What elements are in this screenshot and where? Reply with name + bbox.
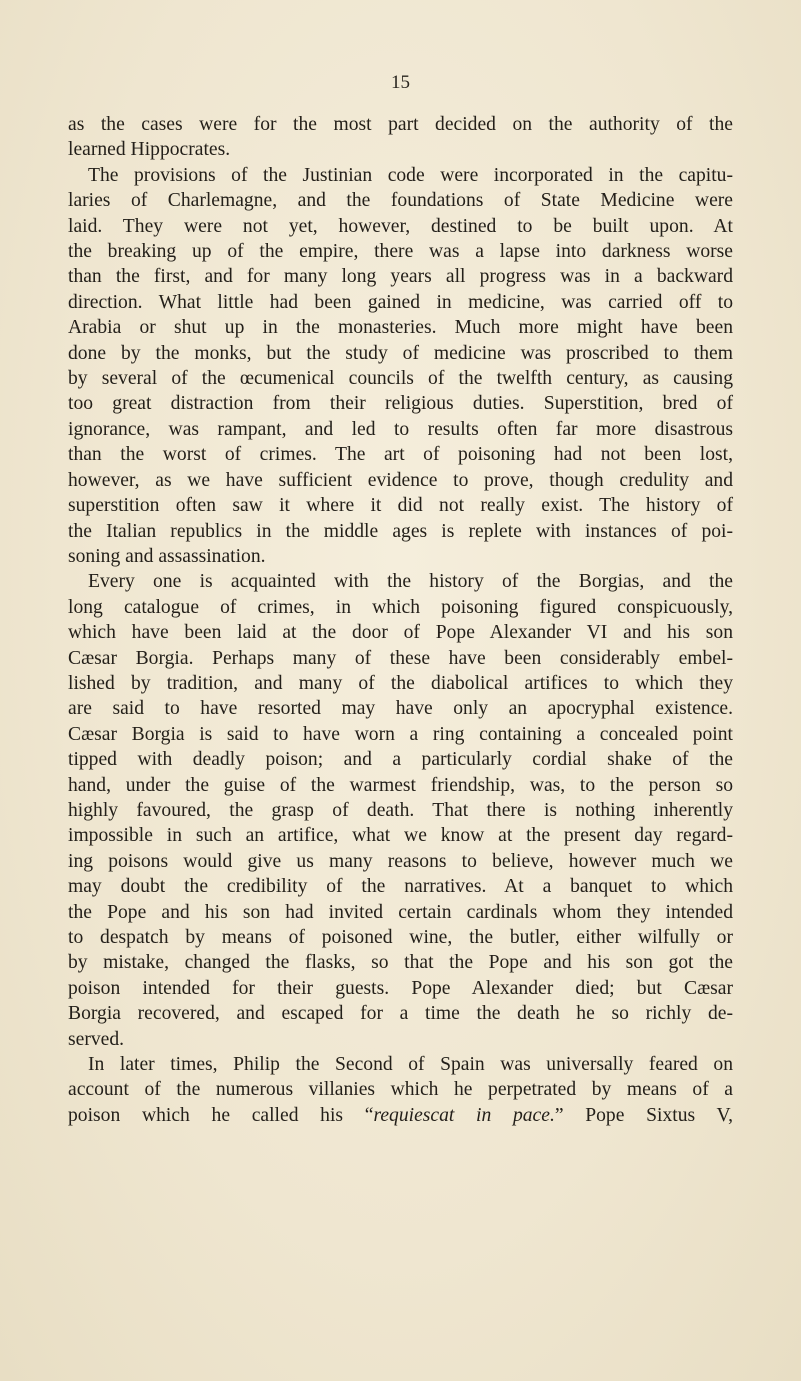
text-line: impossible in such an artifice, what we know at the present day regard- xyxy=(68,825,733,847)
paragraph-1 xyxy=(68,112,733,163)
text-line: The provisions of the Justinian code were incorporated in the capitu- xyxy=(88,164,733,186)
text-line: ing poisons would give us many reasons to believe, however much we xyxy=(68,850,733,872)
text-line: are said to have resorted may have only an apocryphal existence. xyxy=(68,698,733,720)
text-line: which have been laid at the door of Pope Alexander VI and his son xyxy=(68,622,733,644)
paragraph-3 xyxy=(68,569,733,1052)
text-line: direction. What little had been gained in medicine, was carried off to xyxy=(68,291,733,313)
page-number: 15 xyxy=(391,72,410,93)
text-line: as the cases were for the most part decided on the authority of the xyxy=(68,114,733,135)
paragraph-4 xyxy=(68,1052,733,1128)
text-line: superstition often saw it where it did not really exist. The history of xyxy=(68,495,733,517)
text-line: account of the numerous villanies which he perpetrated by means of a xyxy=(68,1079,733,1101)
text-line: by mistake, changed the flasks, so that the Pope and his son got the xyxy=(68,952,733,974)
final-line-after: ” Pope Sixtus V, xyxy=(554,1104,733,1126)
text-line: long catalogue of crimes, in which poisoning figured conspicuously, xyxy=(68,596,733,618)
text-line: soning and assassination. xyxy=(68,545,266,567)
text-line: the Pope and his son had invited certain cardinals whom they intended xyxy=(68,901,733,923)
text-line: ignorance, was rampant, and led to results often far more disastrous xyxy=(68,418,733,440)
text-line: hand, under the guise of the warmest friendship, was, to the person so xyxy=(68,774,733,796)
paragraph-2 xyxy=(68,163,733,570)
text-line: poison intended for their guests. Pope Alexander died; but Cæsar xyxy=(68,977,733,999)
text-line: Arabia or shut up in the monasteries. Much more might have been xyxy=(68,317,733,339)
text-line: to despatch by means of poisoned wine, the butler, either wilfully or xyxy=(68,927,733,948)
text-line: by several of the œcumenical councils of the twelfth century, as causing xyxy=(68,368,733,390)
text-line: Cæsar Borgia. Perhaps many of these have been considerably embel- xyxy=(68,647,733,669)
text-line: Every one is acquainted with the history of the Borgias, and the xyxy=(88,571,733,593)
latin-phrase: requiescat in pace. xyxy=(373,1104,555,1126)
text-line: Borgia recovered, and escaped for a time the death he so richly de- xyxy=(68,1003,733,1025)
text-line: Cæsar Borgia is said to have worn a ring containing a concealed point xyxy=(68,723,733,745)
text-line: however, as we have sufficient evidence to prove, though credulity and xyxy=(68,469,733,491)
text-line: too great distraction from their religious duties. Superstition, bred of xyxy=(68,393,733,415)
text-line: In later times, Philip the Second of Spain was universally feared on xyxy=(88,1054,733,1076)
text-line: learned Hippocrates. xyxy=(68,139,231,161)
text-line: tipped with deadly poison; and a particularly cordial shake of the xyxy=(68,749,733,771)
text-line: lished by tradition, and many of the diabolical artifices to which they xyxy=(68,672,733,694)
text-line: laries of Charlemagne, and the foundations of State Medicine were xyxy=(68,190,733,212)
text-line: than the worst of crimes. The art of poisoning had not been lost, xyxy=(68,444,733,466)
text-line-final xyxy=(68,1103,733,1128)
text-line: served. xyxy=(68,1028,125,1050)
text-line: laid. They were not yet, however, destined to be built upon. At xyxy=(68,215,733,237)
final-line-before: poison which he called his “ xyxy=(68,1104,374,1126)
text-line: highly favoured, the grasp of death. That there is nothing inherently xyxy=(68,799,733,821)
text-line: the Italian republics in the middle ages is replete with instances of poi- xyxy=(68,520,733,542)
body-text xyxy=(68,112,733,1128)
text-line: may doubt the credibility of the narratives. At a banquet to which xyxy=(68,876,733,898)
text-line: the breaking up of the empire, there was a lapse into darkness worse xyxy=(68,241,733,263)
text-line: than the first, and for many long years all progress was in a backward xyxy=(68,266,733,288)
text-line: done by the monks, but the study of medicine was proscribed to them xyxy=(68,342,733,364)
